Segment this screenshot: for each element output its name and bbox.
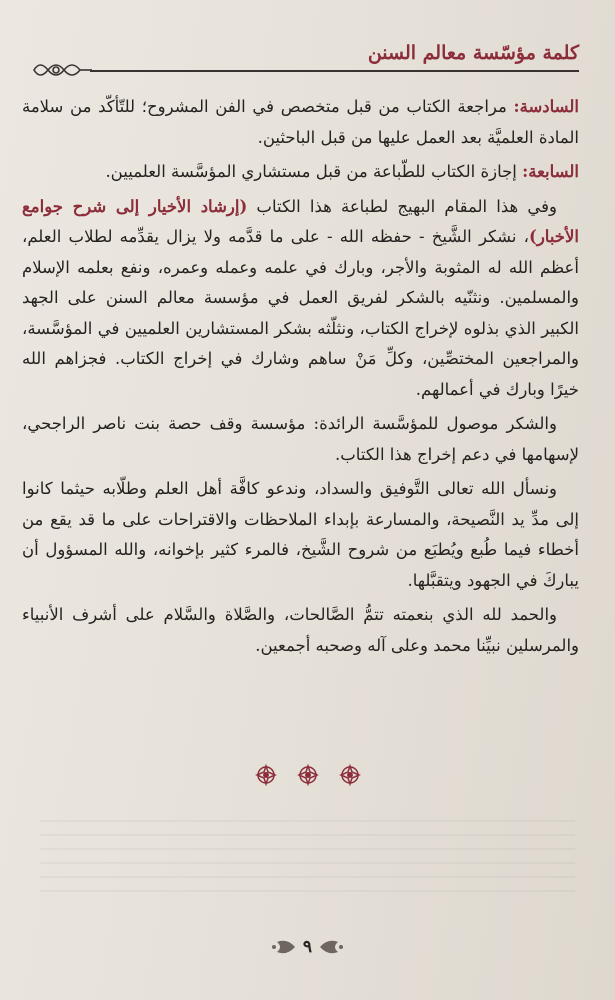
book-title: (إرشاد الأخيار إلى شرح جوامع الأخبار): [22, 196, 579, 246]
paragraph-thanks: [22, 192, 579, 406]
thanks-body: ، نشكر الشَّيخ - حفظه الله - على ما قدَّمه ولا يزال يقدِّمه لطلاب العلم، أعظم الله له المثوبة والأجر، وبارك في علمه وعمله وعمره، ونفع بعلمه الإسلام والمسلمين. ونثنّيه بالشكر لفريق العمل في مؤسسة معالم السنن على الجهد الكبير الذي بذلوه لإخراج الكتاب، ونثلّثه بشكر المستشارين العلميين في المؤسَّسة، والمراجعين المختصِّين، وكلِّ مَنْ ساهم وشارك في إخراج الكتاب. فجزاهم الله خيرًا وبارك في أعمالهم.: [22, 227, 579, 399]
item-text-sixth: مراجعة الكتاب من قبل متخصص في الفن المشروح؛ للتّأكّد من سلامة المادة العلميَّة بعد العمل عليها من قبل الباحثين.: [22, 97, 579, 147]
running-header: [30, 42, 579, 82]
paragraph-seventh: [22, 157, 579, 188]
running-title: كلمة مؤسّسة معالم السنن: [367, 42, 579, 64]
paragraph-sixth: [22, 92, 579, 153]
bleed-through-texture: [40, 820, 575, 900]
paragraph-request: ونسأل الله تعالى التَّوفيق والسداد، وندعو كافَّة أهل العلم وطلّابه حيثما كانوا إلى مدِّ يد النَّصيحة، والمسارعة بإبداء الملاحظات والاقتراحات على ما قد يقع من أخطاء فيما طُبع ويُطبَع من شروح الشَّيخ، فالمرء كثير بإخوانه، والله المسؤول أن يباركَ في الجهود ويتقبَّلها.: [22, 479, 579, 590]
thanks-intro: وفي هذا المقام البهيج لطباعة هذا الكتاب: [247, 196, 558, 216]
rosette-icon: [339, 764, 361, 786]
item-text-seventh: إجازة الكتاب للطّباعة من قبل مستشاري المؤسَّسة العلميين.: [105, 162, 523, 181]
paragraph-endowment: والشكر موصول للمؤسَّسة الرائدة: مؤسسة وقف حصة بنت ناصر الراجحي، لإسهامها في دعم إخراج هذا الكتاب.: [22, 414, 579, 464]
header-rule: [90, 70, 579, 72]
leaf-flourish-icon: [271, 936, 297, 958]
rosette-icon: [255, 764, 277, 786]
knot-ornament-icon: [30, 56, 92, 84]
item-label-seventh: السابعة:: [522, 162, 579, 181]
item-label-sixth: السادسة:: [513, 97, 579, 116]
leaf-flourish-icon: [318, 936, 344, 958]
page-number: ٩: [302, 937, 313, 957]
body-text: [22, 92, 579, 665]
page-footer: [0, 932, 615, 962]
rosette-icon: [297, 764, 319, 786]
paragraph-closing: والحمد لله الذي بنعمته تتمُّ الصَّالحات، والصَّلاة والسَّلام على أشرف الأنبياء والمرسلين نبيِّنا محمد وعلى آله وصحبه أجمعين.: [22, 605, 579, 655]
section-divider: [0, 764, 615, 788]
